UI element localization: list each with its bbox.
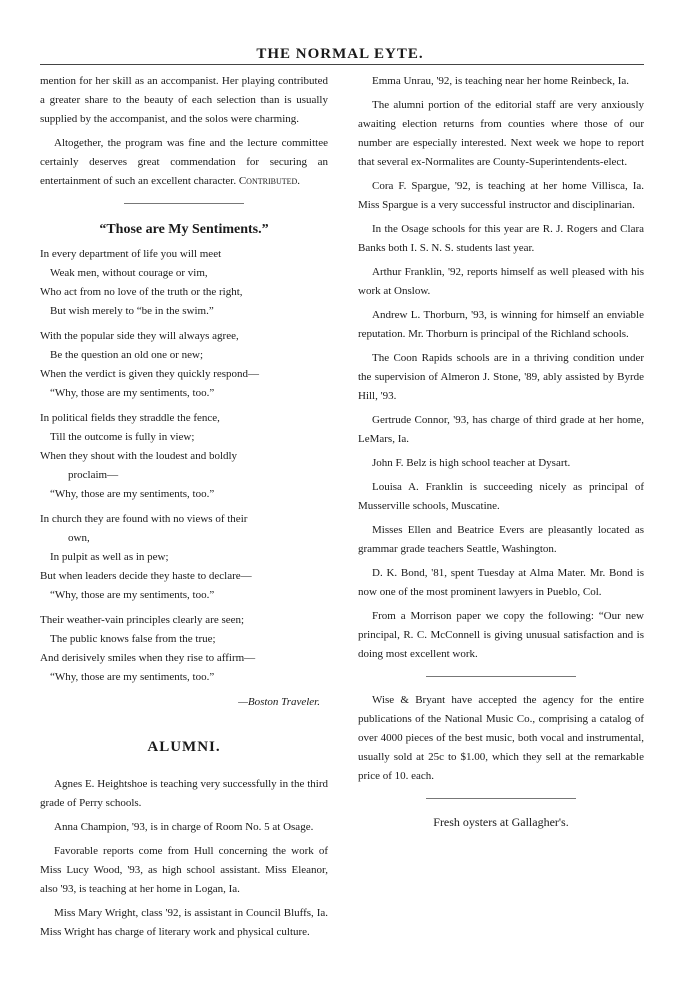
poem-stanza [40, 611, 328, 687]
poem-line: In political fields they straddle the fence, [40, 412, 220, 424]
poem-line: When the verdict is given they quickly respond— [40, 368, 260, 380]
poem-line: In every department of life you will meet [40, 248, 222, 260]
alumni-item: In the Osage schools for this year are R. J. Rogers and Clara Banks both I. S. N. S. students last year. [358, 223, 644, 254]
alumni-item: The alumni portion of the editorial staff are very anxiously awaiting election returns from counties where those of our number are especially interested. Next week we hope to report that several ex-Normalites are County-Superintendents-elect. [358, 99, 644, 168]
poem-line: “Why, those are my sentiments, too.” [50, 671, 215, 683]
oysters-notice: Fresh oysters at Gallagher's. [433, 815, 569, 829]
alumni-item: D. K. Bond, '81, spent Tuesday at Alma Mater. Mr. Bond is now one of the most prominent lawyers in Pueblo, Col. [358, 567, 644, 598]
alumni-heading: ALUMNI. [147, 739, 221, 755]
left-column [40, 72, 328, 947]
poem-line: proclaim— [68, 469, 119, 481]
poem-stanza [40, 327, 328, 403]
poem-line: And derisively smiles when they rise to affirm— [40, 652, 256, 664]
poem-stanza [40, 510, 328, 605]
poem-line: Weak men, without courage or vim, [50, 267, 208, 279]
alumni-item: Favorable reports come from Hull concerning the work of Miss Lucy Wood, '93, as high school assistant. Miss Eleanor, also '93, is teaching at her home in Logan, Ia. [40, 845, 328, 895]
alumni-item: From a Morrison paper we copy the following: “Our new principal, R. C. McConnell is giving unusual satisfaction and is doing most excellent work. [358, 610, 644, 660]
alumni-item: Misses Ellen and Beatrice Evers are pleasantly located as grammar grade teachers Seattle, Washington. [358, 524, 644, 555]
poem-line: “Why, those are my sentiments, too.” [50, 589, 215, 601]
alumni-item: Cora F. Spargue, '92, is teaching at her home Villisca, Ia. Miss Spargue is a very successful instructor and disciplinarian. [358, 180, 644, 211]
poem-line: “Why, those are my sentiments, too.” [50, 488, 215, 500]
section-divider [124, 203, 244, 204]
poem-line: Who act from no love of the truth or the right, [40, 286, 243, 298]
header-rule [40, 64, 644, 65]
intro-paragraph: Altogether, the program was fine and the lecture committee certainly deserves great commendation for securing an entertainment of such an excellent character. Contributed. [40, 137, 328, 187]
poem-line: “Why, those are my sentiments, too.” [50, 387, 215, 399]
page-title: THE NORMAL EYTE. [256, 46, 424, 62]
intro-credit: Contributed. [238, 175, 301, 187]
poem-line: In pulpit as well as in pew; [50, 551, 169, 563]
alumni-item: The Coon Rapids schools are in a thriving condition under the supervision of Almeron J. Stone, '89, ably assisted by Byrde Hill, '93. [358, 352, 644, 402]
alumni-item: John F. Belz is high school teacher at Dysart. [372, 457, 571, 469]
alumni-item: Miss Mary Wright, class '92, is assistant in Council Bluffs, Ia. Miss Wright has charge of literary work and physical culture. [40, 907, 328, 938]
poem-line: When they shout with the loudest and boldly [40, 450, 238, 462]
poem-line: Their weather-vain principles clearly are seen; [40, 614, 245, 626]
poem-line: The public knows false from the true; [50, 633, 216, 645]
poem-stanza [40, 409, 328, 504]
poem-credit: —Boston Traveler. [238, 696, 320, 708]
section-divider [426, 798, 576, 799]
alumni-item: Gertrude Connor, '93, has charge of third grade at her home, LeMars, Ia. [358, 414, 644, 445]
poem-line: But wish merely to “be in the swim.” [50, 305, 214, 317]
poem-line: Be the question an old one or new; [50, 349, 204, 361]
poem-stanza [40, 245, 328, 321]
section-divider [426, 676, 576, 677]
poem-title: “Those are My Sentiments.” [99, 222, 269, 237]
alumni-item: Agnes E. Heightshoe is teaching very successfully in the third grade of Perry schools. [40, 778, 328, 809]
alumni-item: Andrew L. Thorburn, '93, is winning for himself an enviable reputation. Mr. Thorburn is principal of the Richland schools. [358, 309, 644, 340]
poem-line: But when leaders decide they haste to declare— [40, 570, 252, 582]
music-advertisement: Wise & Bryant have accepted the agency for the entire publications of the National Music Co., comprising a catalog of over 4000 pieces of the best music, both vocal and instrumental, usually sold at 25c to $1.00, which they sell at the remarkable price of 10. each. [358, 694, 644, 782]
poem-line: With the popular side they will always agree, [40, 330, 239, 342]
intro-paragraph: mention for her skill as an accompanist. Her playing contributed a greater share to the beauty of each selection than is usually supplied by the accompanist, and the solos were charming. [40, 75, 328, 125]
alumni-item: Anna Champion, '93, is in charge of Room No. 5 at Osage. [54, 821, 314, 833]
alumni-item: Emma Unrau, '92, is teaching near her home Reinbeck, Ia. [372, 75, 630, 87]
poem-line: own, [68, 532, 90, 544]
alumni-item: Louisa A. Franklin is succeeding nicely as principal of Musserville schools, Muscatine. [358, 481, 644, 512]
poem-line: In church they are found with no views of their [40, 513, 248, 525]
right-column [358, 72, 644, 832]
poem-line: Till the outcome is fully in view; [50, 431, 195, 443]
alumni-item: Arthur Franklin, '92, reports himself as well pleased with his work at Onslow. [358, 266, 644, 297]
